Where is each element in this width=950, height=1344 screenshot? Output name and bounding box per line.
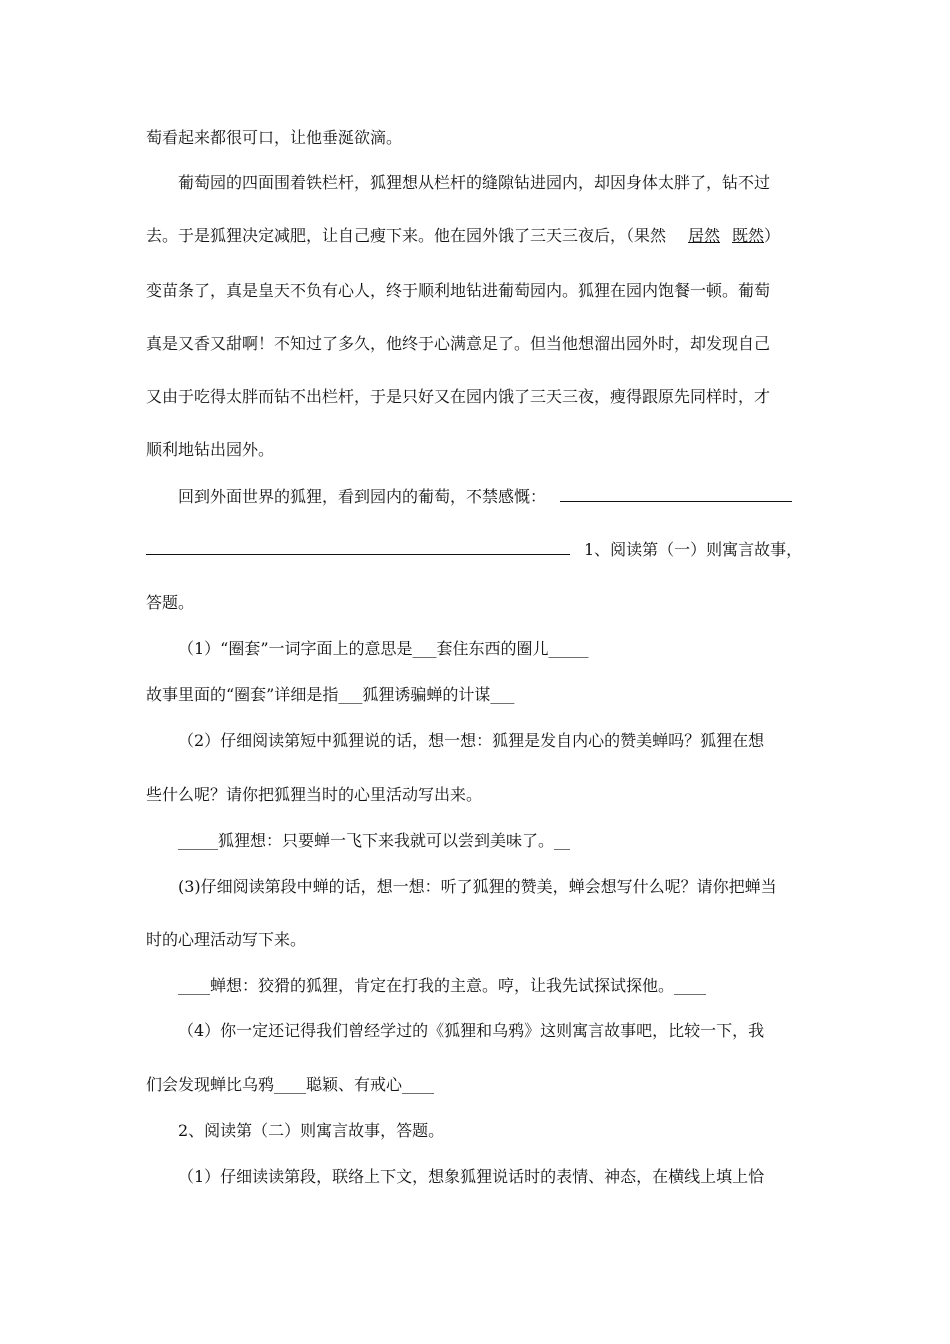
text-line-2: 葡萄园的四面围着铁栏杆，狐狸想从栏杆的缝隙钻进园内，却因身体太胖了，钻不过 (178, 173, 771, 192)
question-1-heading: 1、阅读第（一）则寓言故事， (584, 540, 803, 559)
text-line-7: 顺利地钻出园外。 (146, 440, 275, 459)
question-1-1-answer: 故事里面的“圈套”详细是指___狐狸诱骗蝉的计谋___ (146, 685, 515, 704)
text-line-8 (178, 487, 792, 507)
question-1-4: （4）你一定还记得我们曾经学过的《狐狸和乌鸦》这则寓言故事吧，比较一下，我 (178, 1021, 765, 1040)
answer-blank-2 (146, 540, 570, 555)
option-jiran: 既然 (732, 226, 765, 245)
text-line-8-text: 回到外面世界的狐狸，看到园内的葡萄，不禁感慨： (178, 487, 547, 506)
question-1-2: （2）仔细阅读第短中狐狸说的话，想一想：狐狸是发自内心的赞美蝉吗？狐狸在想 (178, 731, 765, 750)
question-1-3: (3)仔细阅读第段中蝉的话，想一想：听了狐狸的赞美，蝉会想写什么呢？请你把蝉当 (178, 877, 777, 896)
text-line-3-pre: 去。于是狐狸决定减肥，让自己瘦下来。他在园外饿了三天三夜后，（果然 (146, 226, 667, 245)
question-1-2-cont: 些什么呢？请你把狐狸当时的心里活动写出来。 (146, 785, 483, 804)
text-line-10: 答题。 (146, 593, 195, 612)
text-line-5: 真是又香又甜啊！不知过了多久，他终于心满意足了。但当他想溜出园外时，却发现自己 (146, 334, 771, 353)
option-juran: 居然 (688, 226, 721, 245)
text-line-6: 又由于吃得太胖而钻不出栏杆，于是只好又在园内饿了三天三夜，瘦得跟原先同样时，才 (146, 387, 771, 406)
question-1-1: （1）“圈套”一词字面上的意思是___套住东西的圈儿_____ (178, 639, 589, 658)
answer-blank-1 (560, 487, 792, 502)
question-1-4-answer: 们会发现蝉比乌鸦____聪颖、有戒心____ (146, 1075, 435, 1094)
question-2-heading: 2、阅读第（二）则寓言故事，答题。 (178, 1121, 445, 1140)
text-line-3 (146, 226, 780, 246)
text-line-9 (146, 540, 802, 560)
question-1-2-answer: _____狐狸想：只要蝉一飞下来我就可以尝到美味了。__ (178, 831, 571, 850)
text-line-1: 萄看起来都很可口，让他垂涎欲滴。 (146, 128, 403, 147)
question-2-1: （1）仔细读读第段，联络上下文，想象狐狸说话时的表情、神态，在横线上填上恰 (178, 1167, 765, 1186)
question-1-3-cont: 时的心理活动写下来。 (146, 930, 307, 949)
text-line-4: 变苗条了，真是皇天不负有心人，终于顺利地钻进葡萄园内。狐狸在园内饱餐一顿。葡萄 (146, 281, 771, 300)
question-1-3-answer: ____蝉想：狡猾的狐狸，肯定在打我的主意。哼，让我先试探试探他。____ (178, 976, 707, 995)
text-line-3-close: ） (764, 226, 781, 245)
